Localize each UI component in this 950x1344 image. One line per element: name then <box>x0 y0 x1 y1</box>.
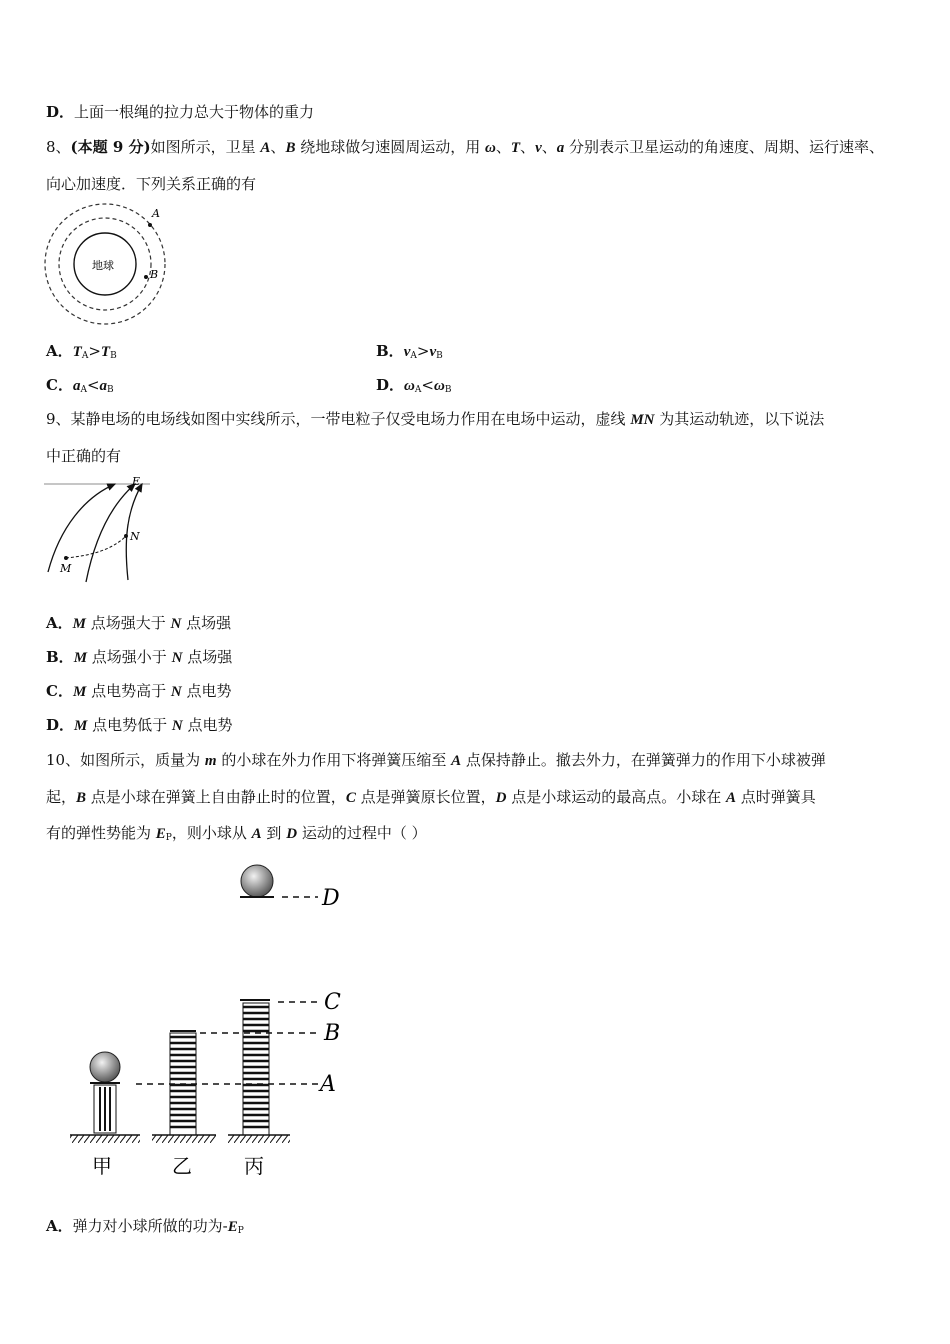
caption-bing: 丙 <box>244 1154 264 1178</box>
stem-text: 为其运动轨迹，以下说法 <box>654 410 825 428</box>
q9-option-a <box>46 612 231 635</box>
option-text: 点电势 <box>182 716 233 734</box>
label-a: A <box>320 1072 336 1097</box>
stem-text: 中正确的有 <box>46 447 122 465</box>
q9-option-d <box>46 714 233 737</box>
var-e-sub: P <box>237 1226 244 1236</box>
q9-stem-line-1 <box>46 408 824 431</box>
stem-text: 如图所示，卫星 <box>150 138 261 156</box>
option-label: C． <box>46 376 73 394</box>
caption-yi: 乙 <box>172 1154 192 1178</box>
q9-stem-line-2 <box>46 445 121 467</box>
orbit-diagram <box>40 200 175 330</box>
lhs-sub: A <box>81 351 89 361</box>
label-e: E <box>132 475 141 488</box>
point-n <box>124 534 128 538</box>
point-1: M <box>74 718 88 734</box>
stem-text: 分别表示卫星运动的角速度、周期、运行速率、 <box>564 138 885 156</box>
var-b: B <box>76 790 87 806</box>
option-label: A． <box>46 1217 73 1235</box>
q9-option-c <box>46 680 231 703</box>
q9-option-b <box>46 646 232 669</box>
point-1: M <box>72 616 86 632</box>
caption-jia: 甲 <box>92 1154 112 1178</box>
option-text: 点场强大于 <box>85 614 171 632</box>
ground-bing <box>228 1135 290 1143</box>
var-ep: E <box>155 826 166 842</box>
stem-text: ，则小球从 <box>171 824 252 842</box>
spring-bing-coils <box>243 1007 269 1127</box>
point-2: N <box>170 684 182 700</box>
rhs-sub: B <box>110 351 117 361</box>
stem-text: 点是小球运动的最高点。小球在 <box>506 788 726 806</box>
earth-label: 地球 <box>92 259 114 272</box>
q8-stem-line-1: 8、(本题 9 分)如图所示，卫星 A、B 绕地球做匀速圆周运动，用 ω、T、v、a 分别表示卫星运动的角速度、周期、运行速率、 <box>46 138 885 156</box>
stem-text: 运动的过程中（ ） <box>297 824 427 842</box>
stem-text: 向心加速度．下列关系正确的有 <box>46 175 257 193</box>
ball-at-d <box>241 865 273 897</box>
q10-stem-line-3 <box>46 822 427 849</box>
var-ep-sub: P <box>165 833 172 843</box>
lhs: ω <box>404 378 415 394</box>
lhs-sub: A <box>80 385 87 395</box>
q8-option-d <box>376 374 451 401</box>
label-c: C <box>324 990 341 1015</box>
option-text: 点电势 <box>181 682 232 700</box>
option-label: C． <box>46 682 73 700</box>
rhs: T <box>100 344 111 360</box>
ground-jia <box>70 1135 140 1143</box>
stem-text: 点保持静止。撤去外力，在弹簧弹力的作用下小球被弹 <box>461 751 826 769</box>
label-m: M <box>60 562 72 575</box>
ball-jia <box>90 1052 120 1082</box>
option-label: A． <box>46 614 73 632</box>
point-1: M <box>72 684 87 700</box>
point-2: N <box>171 650 183 666</box>
rhs-sub: B <box>436 351 443 361</box>
var-b: B <box>285 140 296 156</box>
var-d: D <box>286 826 298 842</box>
var-a: A <box>251 826 262 842</box>
op: < <box>86 376 100 394</box>
q10-stem-line-1 <box>46 749 826 772</box>
field-line-1 <box>48 484 115 572</box>
stem-text: 某静电场的电场线如图中实线所示，一带电粒子仅受电场力作用在电场中运动，虚线 <box>70 410 631 428</box>
option-label: D． <box>46 716 75 734</box>
satellite-a <box>148 223 152 227</box>
question-number: 9、 <box>46 410 71 428</box>
q8-stem-line-2 <box>46 173 256 195</box>
point-1: M <box>73 650 88 666</box>
var-d: D <box>495 790 507 806</box>
option-label: D． <box>376 376 405 394</box>
op: < <box>421 376 434 394</box>
var-t: T <box>510 140 521 156</box>
q8-option-c <box>46 374 114 401</box>
point-2: N <box>171 718 183 734</box>
label-n: N <box>130 530 140 543</box>
option-text: 点场强 <box>181 614 232 632</box>
var-a: A <box>726 790 737 806</box>
lhs-sub: A <box>410 351 417 361</box>
option-label: B． <box>376 342 404 360</box>
field-line-diagram <box>40 472 160 587</box>
label-d: D <box>322 886 340 911</box>
var-omega: ω <box>485 140 496 156</box>
op: > <box>88 342 101 360</box>
rhs: v <box>429 344 437 360</box>
rhs-sub: B <box>444 385 452 395</box>
q10-option-a <box>46 1215 244 1242</box>
lhs-sub: A <box>414 385 422 395</box>
stem-text: 如图所示，质量为 <box>80 751 205 769</box>
option-text: 点电势高于 <box>86 682 171 700</box>
lhs: T <box>72 344 82 360</box>
label-b: B <box>324 1021 341 1046</box>
stem-text: 到 <box>261 824 287 842</box>
var-acc: a <box>556 140 565 156</box>
var-m: m <box>204 753 217 769</box>
var-a: A <box>260 140 271 156</box>
stem-text: 起， <box>46 788 77 806</box>
label-a: A <box>152 207 160 220</box>
option-text: 点电势低于 <box>87 716 172 734</box>
lhs: a <box>72 378 81 394</box>
rhs-sub: B <box>107 385 114 395</box>
stem-text: 的小球在外力作用下将弹簧压缩至 <box>216 751 452 769</box>
q10-stem-line-2 <box>46 786 816 809</box>
option-label: D． <box>46 103 75 121</box>
q7-option-d <box>46 101 314 123</box>
rhs: ω <box>433 378 445 394</box>
lhs: v <box>403 344 411 360</box>
spring-diagram <box>60 855 360 1185</box>
option-label: B． <box>46 648 74 666</box>
stem-text: 绕地球做匀速圆周运动，用 <box>295 138 485 156</box>
ground-yi <box>152 1135 216 1143</box>
option-text: 点场强 <box>182 648 233 666</box>
field-line-2 <box>86 484 135 582</box>
q8-option-a <box>46 340 117 367</box>
satellite-b <box>144 275 148 279</box>
option-label: A． <box>46 342 73 360</box>
stem-text: 有的弹性势能为 <box>46 824 156 842</box>
rhs: a <box>99 378 108 394</box>
option-text: 点场强小于 <box>87 648 172 666</box>
option-text: 上面一根绳的拉力总大于物体的重力 <box>74 103 315 121</box>
option-text: 弹力对小球所做的功为- <box>72 1217 228 1235</box>
q8-option-b <box>376 340 443 367</box>
question-number: 10、 <box>46 751 81 769</box>
stem-text: 点时弹簧具 <box>736 788 816 806</box>
var-v: v <box>535 140 542 156</box>
question-score: (本题 9 分) <box>70 138 151 156</box>
question-number: 8、 <box>46 138 71 156</box>
sep: 、 <box>270 138 286 156</box>
point-2: N <box>170 616 182 632</box>
point-m <box>64 556 68 560</box>
var-mn: MN <box>630 412 655 428</box>
var-c: C <box>345 790 356 806</box>
var-a: A <box>451 753 462 769</box>
op: > <box>416 342 430 360</box>
stem-text: 点是小球在弹簧上自由静止时的位置， <box>86 788 346 806</box>
stem-text: 点是弹簧原长位置， <box>355 788 496 806</box>
var-e: E <box>227 1219 238 1235</box>
label-b: B <box>150 268 159 281</box>
